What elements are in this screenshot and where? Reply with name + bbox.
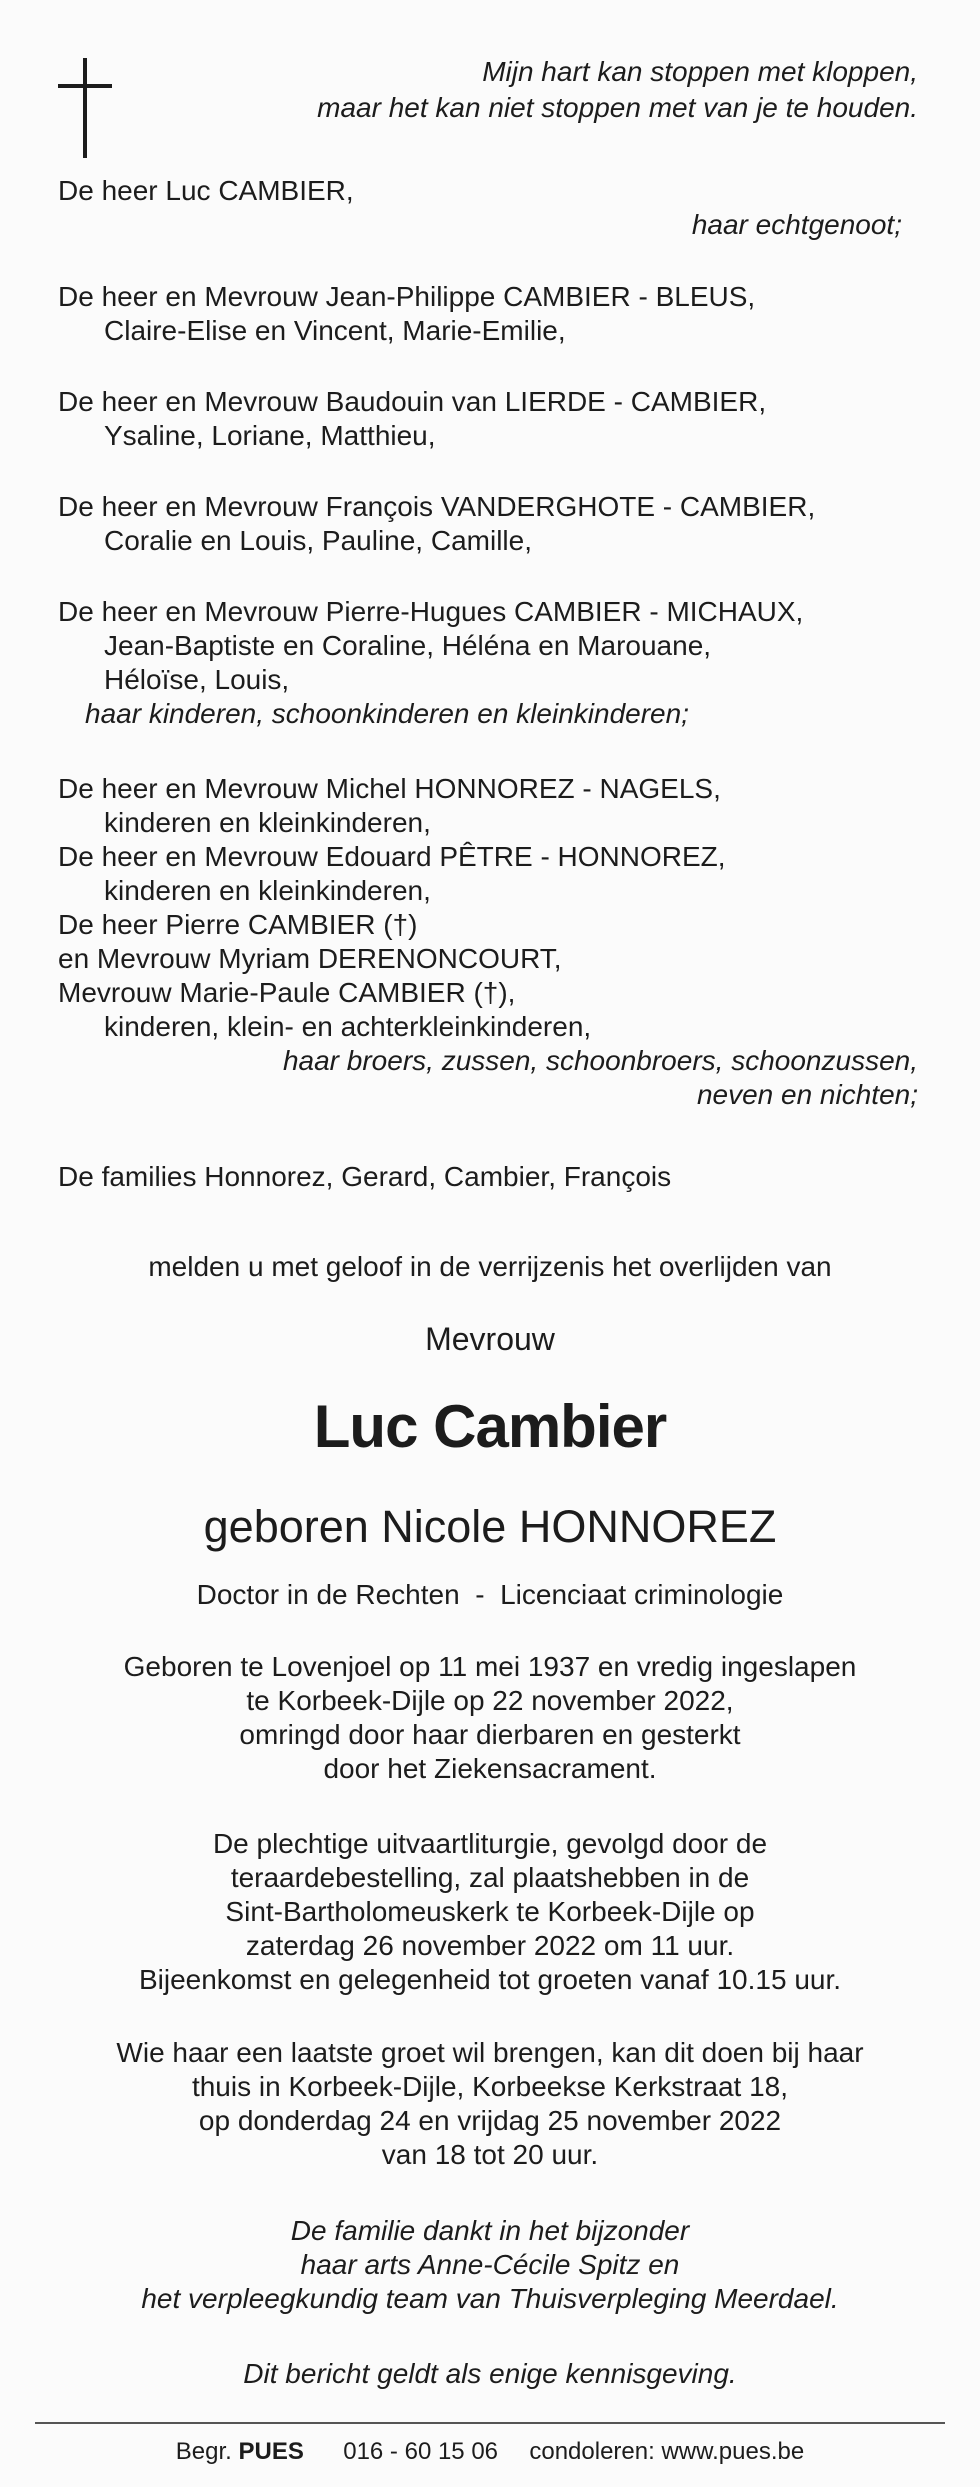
child-couple: De heer en Mevrouw François VANDERGHOTE - CAMBIER, <box>58 491 816 522</box>
sibling-line: Mevrouw Marie-Paule CAMBIER (†), <box>58 977 516 1008</box>
grandchildren: Coralie en Louis, Pauline, Camille, <box>104 525 532 556</box>
thanks-line: De familie dankt in het bijzonder <box>290 2215 690 2246</box>
thanks-line: haar arts Anne-Cécile Spitz en <box>300 2249 680 2280</box>
child-couple: De heer en Mevrouw Baudouin van LIERDE - CAMBIER, <box>58 386 767 417</box>
grandchildren: Claire-Elise en Vincent, Marie-Emilie, <box>104 315 566 346</box>
birth-death-line: Geboren te Lovenjoel op 11 mei 1937 en vredig ingeslapen <box>123 1651 857 1682</box>
visitation-line: van 18 tot 20 uur. <box>381 2139 599 2170</box>
visitation-line: thuis in Korbeek-Dijle, Korbeekse Kerkstraat 18, <box>191 2071 789 2102</box>
sibling-line: De heer en Mevrouw Edouard PÊTRE - HONNOREZ, <box>58 841 726 872</box>
sibling-line: kinderen en kleinkinderen, <box>104 807 431 838</box>
visitation-line: op donderdag 24 en vrijdag 25 november 2022 <box>198 2105 782 2136</box>
maiden-name: geboren Nicole HONNOREZ <box>203 1501 777 1552</box>
sibling-line: De heer Pierre CAMBIER (†) <box>58 909 418 940</box>
motto-line-1: Mijn hart kan stoppen met kloppen, <box>482 56 918 87</box>
footer-company: PUES <box>238 2438 304 2465</box>
footer-divider <box>35 2422 945 2424</box>
birth-death-line: door het Ziekensacrament. <box>323 1753 657 1784</box>
grandchildren: Héloïse, Louis, <box>104 664 290 695</box>
grandchildren: Jean-Baptiste en Coraline, Héléna en Marouane, <box>104 630 712 661</box>
funeral-line: teraardebestelling, zal plaatshebben in de <box>230 1862 750 1893</box>
sibling-line: kinderen en kleinkinderen, <box>104 875 431 906</box>
notice: Dit bericht geldt als enige kennisgeving. <box>243 2358 737 2389</box>
families: De families Honnorez, Gerard, Cambier, François <box>58 1161 672 1192</box>
funeral-line: Sint-Bartholomeuskerk te Korbeek-Dijle op <box>225 1896 755 1927</box>
footer-prefix: Begr. <box>175 2438 232 2465</box>
children-role: haar kinderen, schoonkinderen en kleinkinderen; <box>85 698 689 729</box>
funeral-line: Bijeenkomst en gelegenheid tot groeten vanaf 10.15 uur. <box>138 1964 842 1995</box>
degrees: Doctor in de Rechten - Licenciaat criminologie <box>196 1579 784 1610</box>
footer-condolences: condoleren: www.pues.be <box>529 2438 805 2465</box>
birth-death-line: te Korbeek-Dijle op 22 november 2022, <box>246 1685 734 1716</box>
announcement: melden u met geloof in de verrijzenis het overlijden van <box>148 1251 832 1282</box>
child-couple: De heer en Mevrouw Pierre-Hugues CAMBIER - MICHAUX, <box>58 596 804 627</box>
sibling-line: en Mevrouw Myriam DERENONCOURT, <box>58 943 562 974</box>
funeral-line: De plechtige uitvaartliturgie, gevolgd door de <box>212 1828 768 1859</box>
sibling-line: De heer en Mevrouw Michel HONNOREZ - NAGELS, <box>58 773 721 804</box>
grandchildren: Ysaline, Loriane, Matthieu, <box>104 420 436 451</box>
funeral-line: zaterdag 26 november 2022 om 11 uur. <box>245 1930 735 1961</box>
thanks-line: het verpleegkundig team van Thuisverpleging Meerdael. <box>141 2283 839 2314</box>
birth-death-line: omringd door haar dierbaren en gesterkt <box>239 1719 741 1750</box>
spouse-role: haar echtgenoot; <box>691 209 902 240</box>
visitation-line: Wie haar een laatste groet wil brengen, kan dit doen bij haar <box>116 2037 864 2068</box>
motto-line-2: maar het kan niet stoppen met van je te houden. <box>317 92 918 123</box>
siblings-role-line-1: haar broers, zussen, schoonbroers, schoonzussen, <box>282 1045 918 1076</box>
footer-phone: 016 - 60 15 06 <box>343 2438 499 2465</box>
title: Mevrouw <box>425 1321 555 1357</box>
deceased-name: Luc Cambier <box>313 1393 667 1460</box>
siblings-role-line-2: neven en nichten; <box>696 1079 918 1110</box>
spouse-name: De heer Luc CAMBIER, <box>58 175 354 206</box>
sibling-line: kinderen, klein- en achterkleinkinderen, <box>104 1011 592 1042</box>
child-couple: De heer en Mevrouw Jean-Philippe CAMBIER - BLEUS, <box>58 281 756 312</box>
footer <box>0 2437 980 2467</box>
cross-icon <box>58 58 112 158</box>
